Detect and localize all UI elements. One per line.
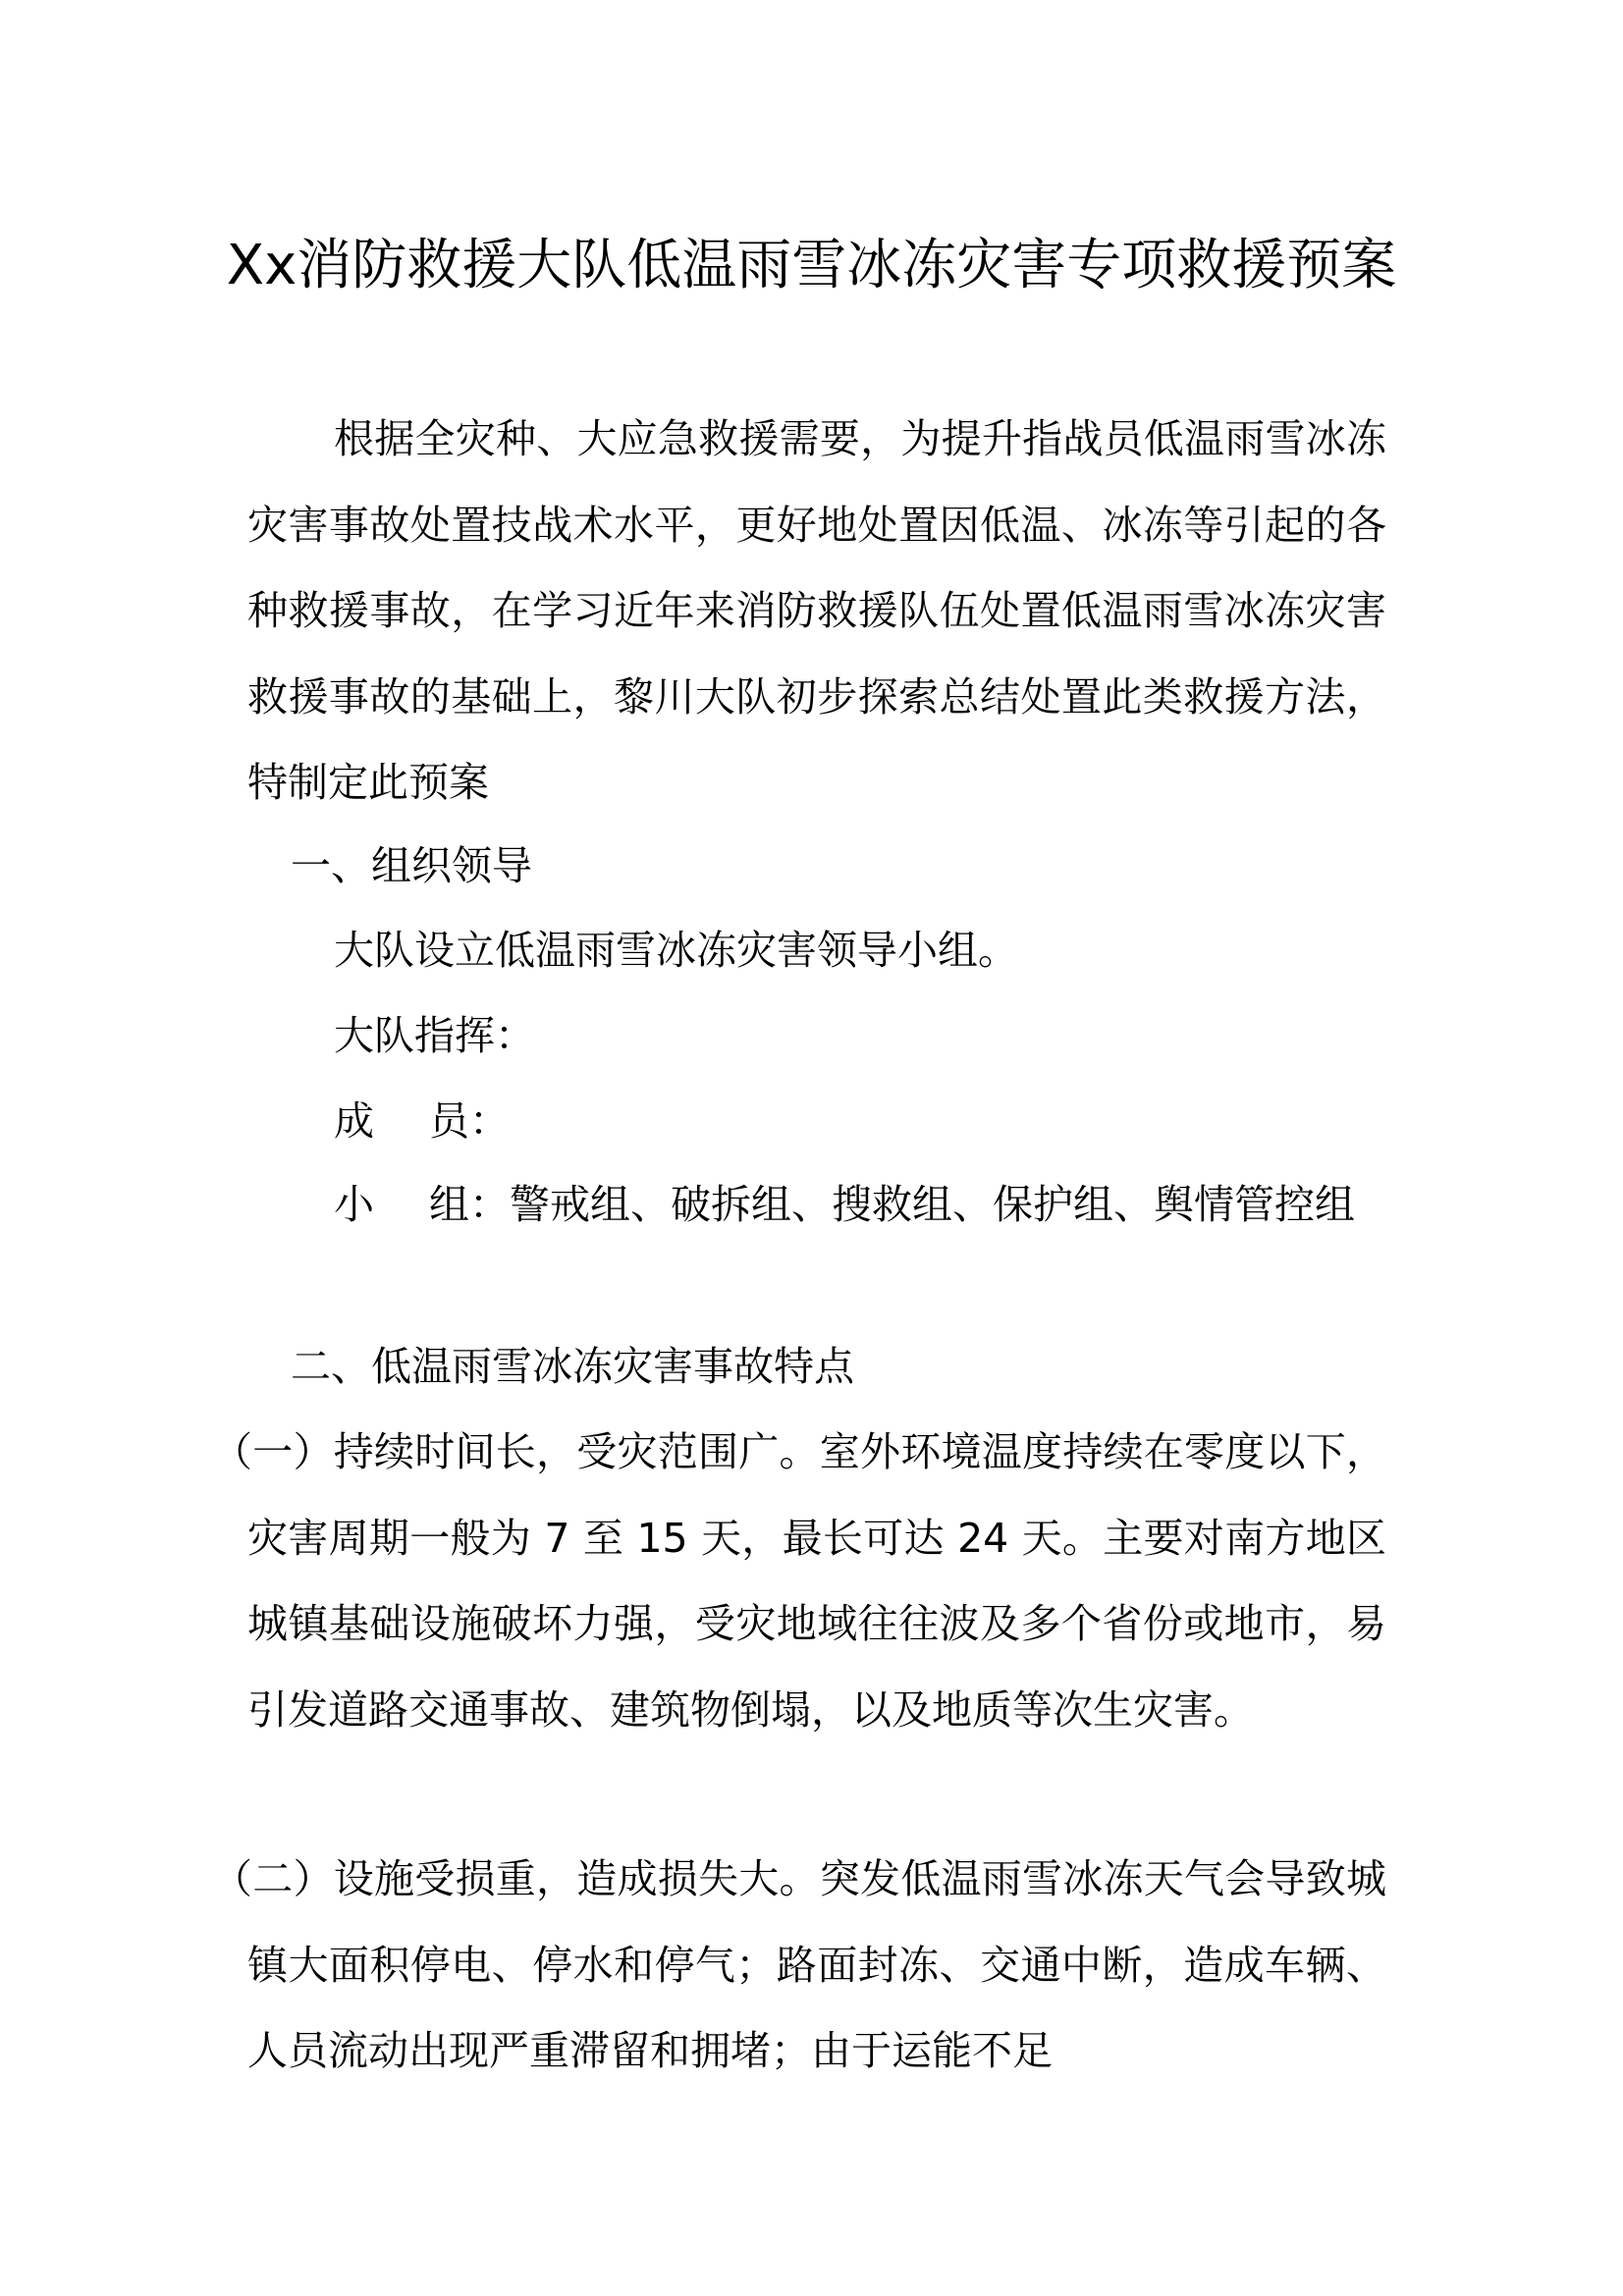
groups-label-part1: 小 xyxy=(334,1181,374,1228)
groups-line xyxy=(247,1162,1386,1249)
intro-paragraph: 根据全灾种、大应急救援需要，为提升指战员低温雨雪冰冻灾害事故处置技战术水平，更好地处置因低温、冰冻等引起的各种救援事故，在学习近年来消防救援队伍处置低温雨雪冰冻灾害救援事故的基础上，黎川大队初步探索总结处置此类救援方法，特制定此预案 xyxy=(247,415,1386,806)
commander-line: 大队指挥： xyxy=(334,1012,535,1059)
section-heading-characteristics: 二、低温雨雪冰冻灾害事故特点 xyxy=(291,1343,854,1390)
members-label-part1: 成 xyxy=(334,1097,374,1145)
characteristic-item-1: （一）持续时间长，受灾范围广。室外环境温度持续在零度以下，灾害周期一般为 7 至 15 天，最长可达 24 天。主要对南方地区城镇基础设施破坏力强，受灾地域往往波及多个省份或地市，易引发道路交通事故、建筑物倒塌，以及地质等次生灾害。 xyxy=(212,1428,1386,1734)
members-line xyxy=(334,1079,1386,1165)
members-label-part2: 员： xyxy=(429,1097,510,1145)
leading-group-statement: 大队设立低温雨雪冰冻灾害领导小组。 xyxy=(334,927,1018,974)
document-title: Xx消防救援大队低温雨雪冰冻灾害专项救援预案 xyxy=(226,234,1397,297)
characteristic-item-2: （二）设施受损重，造成损失大。突发低温雨雪冰冻天气会导致城镇大面积停电、停水和停气；路面封冻、交通中断，造成车辆、人员流动出现严重滞留和拥堵；由于运能不足 xyxy=(212,1855,1386,2074)
section-heading-organization: 一、组织领导 xyxy=(291,842,532,889)
groups-label-part2: 组：警戒组、破拆组、搜救组、保护组、舆情管控组 xyxy=(429,1181,1355,1228)
